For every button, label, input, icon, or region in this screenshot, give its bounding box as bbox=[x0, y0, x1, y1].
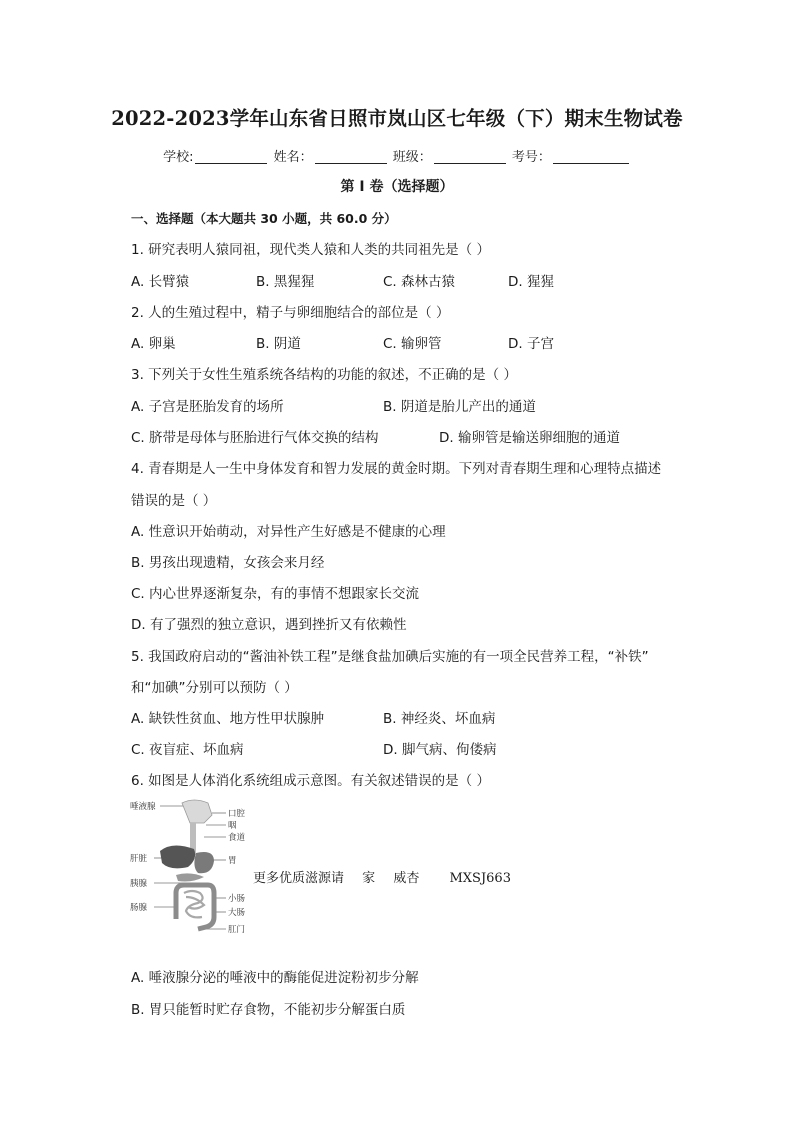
q2-option-b: B. 阴道 bbox=[256, 336, 301, 352]
label-intestinal-gland: 肠腺 bbox=[130, 903, 148, 913]
q5-stem-line2: 和“加碘”分别可以预防（ ） bbox=[131, 680, 298, 696]
q4-option-b: B. 男孩出现遗精，女孩会来月经 bbox=[131, 555, 325, 571]
q3-option-b: B. 阴道是胎儿产出的通道 bbox=[383, 399, 536, 415]
stomach-shape bbox=[194, 852, 214, 873]
small-intestine-shape bbox=[184, 891, 204, 917]
q2-stem: 2. 人的生殖过程中，精子与卵细胞结合的部位是（ ） bbox=[131, 305, 450, 321]
q1-option-d: D. 猩猩 bbox=[508, 274, 554, 290]
q5-option-a: A. 缺铁性贫血、地方性甲状腺肿 bbox=[131, 711, 325, 727]
school-blank bbox=[195, 151, 267, 164]
label-liver: 肝脏 bbox=[130, 854, 148, 864]
q4-stem-line2: 错误的是（ ） bbox=[131, 493, 217, 509]
q3-option-d: D. 输卵管是输送卵细胞的通道 bbox=[439, 430, 620, 446]
q3-option-a: A. 子宫是胚胎发育的场所 bbox=[131, 399, 284, 415]
q5-option-b: B. 神经炎、坏血病 bbox=[383, 711, 496, 727]
q3-option-c: C. 脐带是母体与胚胎进行气体交换的结构 bbox=[131, 430, 379, 446]
student-info-line bbox=[0, 146, 794, 165]
school-label: 学校: bbox=[163, 150, 194, 165]
q6-stem: 6. 如图是人体消化系统组成示意图。有关叙述错误的是（ ） bbox=[131, 773, 490, 789]
q5-stem-line1: 5. 我国政府启动的“酱油补铁工程”是继食盐加碘后实施的有一项全民营养工程，“补铁” bbox=[131, 649, 649, 665]
label-anus: 肛门 bbox=[228, 925, 246, 935]
watermark-part-4: MXSJ663 bbox=[449, 871, 511, 886]
q5-option-d: D. 脚气病、佝偻病 bbox=[383, 742, 497, 758]
liver-shape bbox=[160, 845, 195, 868]
q1-option-a: A. 长臂猿 bbox=[131, 274, 190, 290]
label-pancreas: 胰腺 bbox=[130, 879, 148, 889]
q4-option-c: C. 内心世界逐渐复杂，有的事情不想跟家长交流 bbox=[131, 586, 420, 602]
label-large-intestine: 大肠 bbox=[228, 908, 246, 918]
page-title: 2022-2023学年山东省日照市岚山区七年级（下）期末生物试卷 bbox=[111, 107, 683, 130]
label-mouth: 口腔 bbox=[228, 809, 246, 819]
q6-option-b: B. 胃只能暂时贮存食物，不能初步分解蛋白质 bbox=[131, 1002, 406, 1018]
exam-no-label: 考号： bbox=[511, 150, 551, 165]
class-blank bbox=[434, 151, 506, 164]
q6-option-a: A. 唾液腺分泌的唾液中的酶能促进淀粉初步分解 bbox=[131, 970, 419, 986]
label-stomach: 胃 bbox=[228, 856, 237, 866]
q3-stem: 3. 下列关于女性生殖系统各结构的功能的叙述，不正确的是（ ） bbox=[131, 367, 517, 383]
q2-option-d: D. 子宫 bbox=[508, 336, 554, 352]
label-salivary: 唾液腺 bbox=[130, 802, 156, 812]
head-shape bbox=[182, 800, 212, 823]
exam-no-blank bbox=[553, 151, 629, 164]
q1-stem: 1. 研究表明人猿同祖，现代类人猿和人类的共同祖先是（ ） bbox=[131, 242, 490, 258]
label-pharynx: 咽 bbox=[228, 821, 237, 831]
q4-option-a: A. 性意识开始萌动，对异性产生好感是不健康的心理 bbox=[131, 524, 446, 540]
q2-option-a: A. 卵巢 bbox=[131, 336, 176, 352]
q4-option-d: D. 有了强烈的独立意识，遇到挫折又有依赖性 bbox=[131, 617, 407, 633]
watermark-part-2: 家 bbox=[362, 871, 376, 886]
section-title: 第 I 卷（选择题） bbox=[340, 179, 454, 195]
label-esophagus: 食道 bbox=[228, 833, 246, 843]
watermark-part-3: 威杏 bbox=[393, 871, 420, 886]
class-label: 班级： bbox=[392, 150, 432, 165]
label-small-intestine: 小肠 bbox=[228, 894, 246, 904]
part-title: 一、选择题（本大题共 30 小题，共 60.0 分） bbox=[131, 211, 397, 226]
q4-stem-line1: 4. 青春期是人一生中身体发育和智力发展的黄金时期。下列对青春期生理和心理特点描述 bbox=[131, 461, 662, 477]
q1-option-b: B. 黑猩猩 bbox=[256, 274, 315, 290]
name-label: 姓名： bbox=[273, 150, 313, 165]
q2-option-c: C. 输卵管 bbox=[383, 336, 442, 352]
q5-option-c: C. 夜盲症、坏血病 bbox=[131, 742, 244, 758]
digestive-system-diagram bbox=[130, 797, 260, 947]
pancreas-shape bbox=[176, 873, 204, 881]
watermark-text bbox=[253, 867, 525, 886]
name-blank bbox=[315, 151, 387, 164]
watermark-part-1: 更多优质滋源请 bbox=[253, 871, 345, 886]
q1-option-c: C. 森林古猿 bbox=[383, 274, 456, 290]
